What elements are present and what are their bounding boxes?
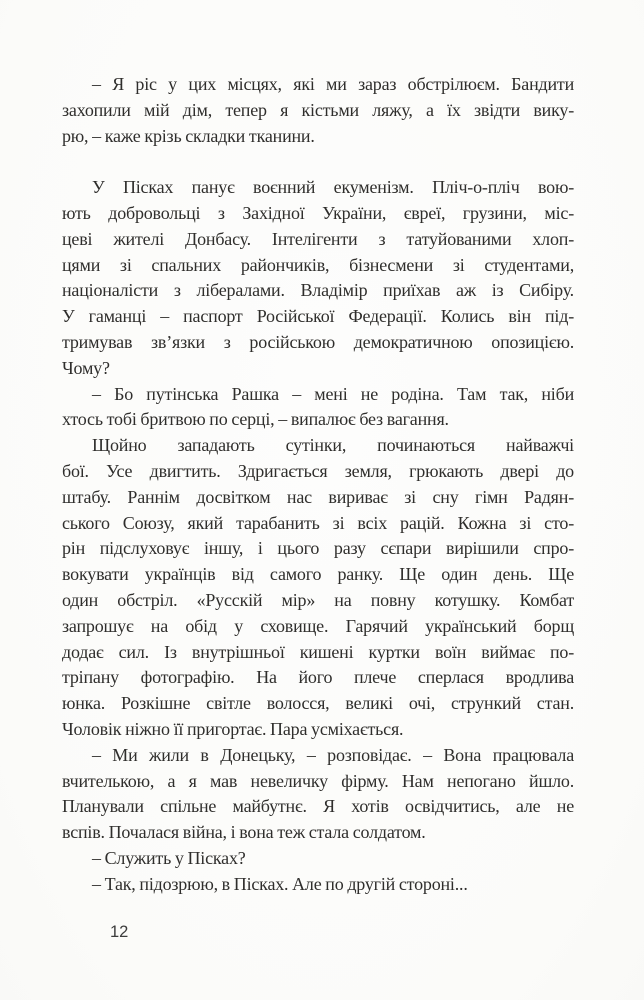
text-line: цеві жителі Донбасу. Інтелігенти з татуйованими хлоп- xyxy=(62,228,574,249)
text-line: бої. Усе двигтить. Здригається земля, грюкають двері до xyxy=(62,460,574,481)
text-line: штабу. Раннім досвітком нас вириває зі сну гімн Радян- xyxy=(62,486,574,507)
text-line: вчителькою, а я мав невеличку фірму. Нам непогано йшло. xyxy=(62,770,574,791)
text-line: Планували спільне майбутнє. Я хотів освідчитись, але не xyxy=(62,796,574,817)
paragraph xyxy=(62,382,574,434)
paragraph xyxy=(62,846,574,872)
text-line: рін підслуховує іншу, і цього разу сєпари вирішили спро- xyxy=(62,538,574,559)
paragraph xyxy=(62,72,574,149)
text-line: вокувати українців від самого ранку. Ще один день. Ще xyxy=(62,564,574,585)
text-line: тріпану фотографію. На його плече сперлася вродлива xyxy=(62,667,574,688)
text-line: рю, – каже крізь складки тканини. xyxy=(62,125,315,146)
text-line: – Бо путінська Рашка – мені не родіна. Там так, ніби xyxy=(92,383,574,404)
text-line: тримував зв’язки з російською демократичною опозицією. xyxy=(62,331,574,352)
text-line: цями зі спальних райончиків, бізнесмени зі студентами, xyxy=(62,254,574,275)
paragraph xyxy=(62,872,574,898)
paragraph xyxy=(62,433,574,743)
text-line: хтось тобі бритвою по серці, – випалює без вагання. xyxy=(62,409,449,430)
text-line: – Так, підозрюю, в Пісках. Але по другій стороні... xyxy=(92,873,468,894)
paragraph xyxy=(62,743,574,846)
text-line: – Я ріс у цих місцях, які ми зараз обстрілюєм. Бандити xyxy=(92,74,574,94)
text-line: У гаманці – паспорт Російської Федерації. Колись він під- xyxy=(62,306,574,327)
text-line: У Пісках панує воєнний екуменізм. Пліч-о-пліч вою- xyxy=(92,177,574,198)
text-line: ського Союзу, який тарабанить зі всіх рацій. Кожна зі сто- xyxy=(62,512,574,533)
text-line: запрошує на обід у сховище. Гарячий український борщ xyxy=(62,615,574,636)
paragraph xyxy=(62,175,574,381)
page-text-block xyxy=(62,72,574,898)
page-number: 12 xyxy=(110,923,129,941)
text-line: – Служить у Пісках? xyxy=(92,847,246,868)
text-line: захопили мій дім, тепер я кістьми ляжу, а їх звідти вику- xyxy=(62,99,574,120)
text-line: – Ми жили в Донецьку, – розповідає. – Вона працювала xyxy=(92,744,574,765)
text-line: один обстріл. «Русскій мір» на повну котушку. Комбат xyxy=(62,589,574,610)
text-line: націоналісти з лібералами. Владімір приїхав аж із Сибіру. xyxy=(62,280,574,301)
text-line: вспів. Почалася війна, і вона теж стала солдатом. xyxy=(62,822,426,843)
text-line: ють добровольці з Західної України, євреї, грузини, міс- xyxy=(62,202,574,223)
text-line: Чому? xyxy=(62,357,110,378)
text-line: Щойно западають сутінки, починаються найважчі xyxy=(92,435,574,456)
text-line: юнка. Розкішне світле волосся, великі очі, стрункий стан. xyxy=(62,693,574,714)
text-line: додає сил. Із внутрішньої кишені куртки воїн виймає по- xyxy=(62,641,574,662)
text-line: Чоловік ніжно її пригортає. Пара усміхається. xyxy=(62,718,404,739)
